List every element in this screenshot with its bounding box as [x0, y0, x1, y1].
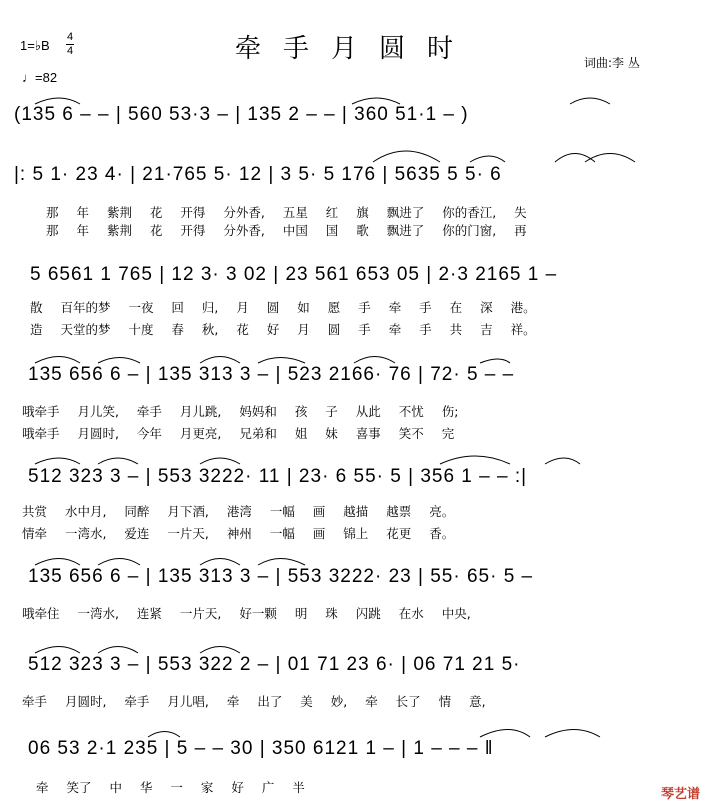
lyrics-row-2-verse-2: 那 年 紫荆 花 开得 分外香, 中国 国 歌 飘进了 你的门窗, 再 [46, 223, 527, 238]
score-row-7: 512 323 3 – | 553 322 2 – | 01 71 23 6· | 06 71 21 5· [28, 654, 521, 675]
score-row-2: |: 5 1· 23 4· | 21·765 5· 12 | 3 5· 5 176 | 5635 5 5· 6 [14, 164, 502, 185]
slur-mark [98, 559, 140, 566]
lyrics-row-8: 牵 笑了 中 华 一 家 好 广 半 [36, 780, 305, 795]
slur-mark [440, 456, 510, 464]
slur-mark [258, 358, 305, 364]
slur-mark [258, 559, 305, 566]
slur-mark [200, 458, 240, 464]
time-signature-top: 4 [66, 31, 74, 43]
score-row-6: 135 656 6 – | 135 313 3 – | 553 3222· 23 | 55· 65· 5 – [28, 566, 534, 587]
lyrics-row-4-verse-2: 哦牵手 月圆时, 今年 月更亮, 兄弟和 姐 妹 喜事 笑不 完 [22, 426, 455, 441]
slur-mark [200, 559, 240, 566]
slur-mark [585, 154, 635, 163]
score-row-1: (135 6 – – | 560 53·3 – | 135 2 – – | 360 51·1 – ) [14, 104, 469, 125]
slur-mark [354, 357, 395, 364]
slur-mark [570, 98, 610, 104]
slur-mark [98, 458, 138, 464]
lyrics-row-3-verse-1: 散 百年的梦 一夜 回 归, 月 圆 如 愿 手 牵 手 在 深 港。 [30, 300, 536, 315]
lyrics-row-6: 哦牵住 一湾水, 连紧 一片天, 好一颗 明 珠 闪跳 在水 中央, [22, 606, 471, 621]
slur-mark [352, 98, 400, 104]
lyrics-row-2-verse-1: 那 年 紫荆 花 开得 分外香, 五星 红 旗 飘进了 你的香江, 失 [46, 205, 527, 220]
watermark-logo: 琴艺谱 [660, 787, 700, 802]
slur-mark [35, 458, 80, 464]
lyrics-row-5-verse-2: 情牵 一湾水, 爱连 一片天, 神州 一幅 画 锦上 花更 香。 [22, 526, 455, 541]
score-row-3: 5 6561 1 765 | 12 3· 3 02 | 23 561 653 05 | 2·3 2165 1 – [30, 264, 558, 285]
key-signature: 1=♭B [20, 38, 50, 53]
slur-mark [545, 458, 580, 464]
slur-mark [98, 647, 138, 654]
slur-mark [555, 154, 595, 163]
time-signature-bottom: 4 [66, 45, 74, 57]
slur-mark [200, 357, 240, 364]
slur-mark [35, 98, 80, 104]
slur-mark [148, 732, 180, 738]
song-title: 牵手月圆时 [234, 34, 475, 64]
slur-mark [373, 151, 440, 162]
slur-mark [480, 730, 530, 738]
credit: 词曲:李 丛 [584, 56, 640, 70]
lyrics-row-3-verse-2: 造 天堂的梦 十度 春 秋, 花 好 月 圆 手 牵 手 共 吉 祥。 [30, 322, 536, 337]
slur-mark [35, 357, 80, 364]
lyrics-row-7: 牵手 月圆时, 牵手 月儿唱, 牵 出了 美 妙, 牵 长了 情 意, [22, 694, 486, 709]
score-row-5: 512 323 3 – | 553 3222· 11 | 23· 6 55· 5 | 356 1 – – :| [28, 466, 528, 487]
lyrics-row-5-verse-1: 共赏 水中月, 同醉 月下酒, 港湾 一幅 画 越描 越票 亮。 [22, 504, 455, 519]
slur-mark [35, 647, 80, 654]
lyrics-row-4-verse-1: 哦牵手 月儿笑, 牵手 月儿跳, 妈妈和 孩 子 从此 不忧 伤; [22, 404, 459, 419]
tempo-marking: ♩=82 [22, 70, 58, 85]
slur-mark [480, 359, 510, 363]
slur-mark [545, 730, 600, 738]
slur-mark [35, 559, 80, 566]
score-row-8: 06 53 2·1 235 | 5 – – 30 | 350 6121 1 – | 1 – – – ‖ [28, 738, 494, 759]
slur-mark [470, 156, 505, 162]
slur-mark [200, 647, 240, 654]
slur-mark [98, 358, 140, 364]
score-row-4: 135 656 6 – | 135 313 3 – | 523 2166· 76 | 72· 5 – – [28, 364, 515, 385]
